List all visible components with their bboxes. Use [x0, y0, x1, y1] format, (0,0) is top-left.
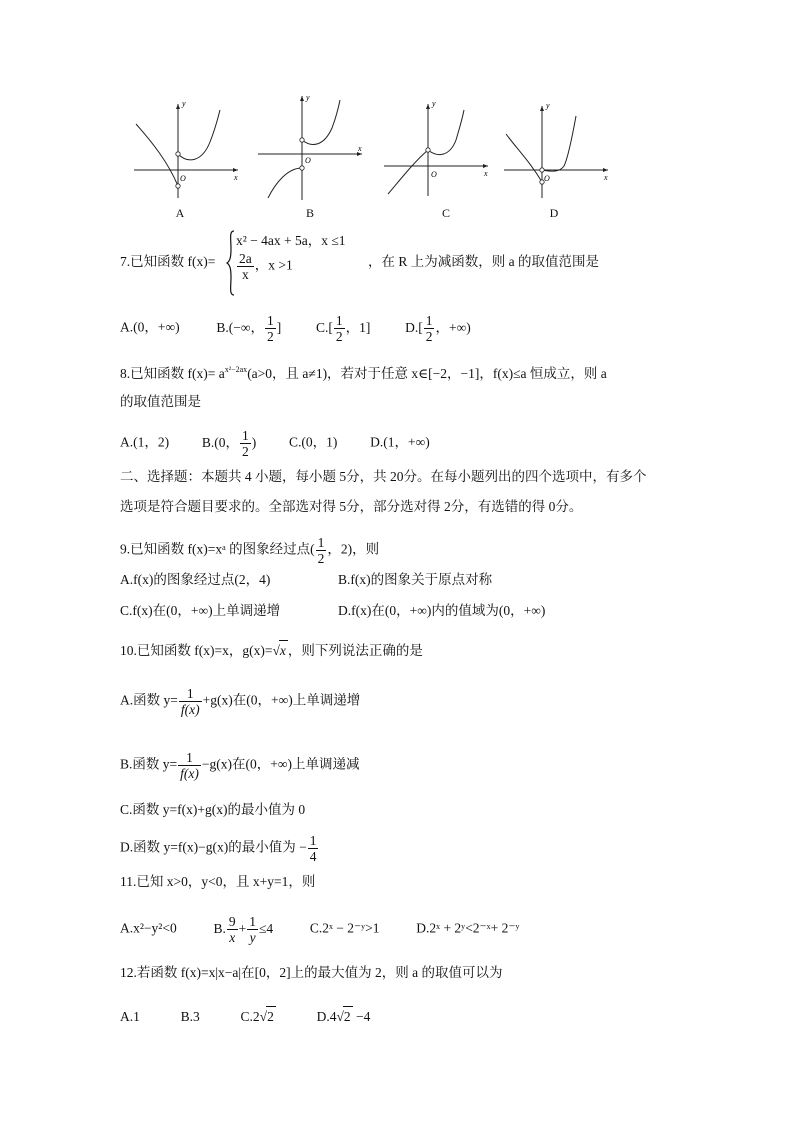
q8-line-2: 的取值范围是 — [120, 394, 201, 409]
q8-option-d: D.(1，+∞) — [370, 434, 430, 450]
q9-frac: $\frac{1}{2}$ — [317, 535, 325, 566]
q8-line-1: 8.已知函数 $f(x)= a^{x^2-2ax}(a>0$，且 a≠1)，若对于任意 x∈[−2，−1]，f(x)≤a 恒成立，则 a — [120, 365, 607, 381]
q10-option-d: D.函数 y=f(x)−g(x)的最小值为 − $\frac{1}{4}$ — [120, 833, 317, 864]
q11-stem: 11.已知 x>0，y<0，且 x+y=1，则 — [120, 874, 316, 889]
y-axis-label: y — [182, 99, 186, 108]
x-axis-label: x — [358, 144, 362, 153]
q12-option-c: C.2√2 — [241, 1009, 276, 1024]
q7-piece-2: $\frac{2a}{x}$ ，x >1 — [239, 251, 293, 282]
q12-option-d: D.4√2 −4 — [317, 1009, 371, 1024]
graph-c-plot — [380, 92, 492, 202]
q9-option-d: D.f(x)在(0，+∞)内的值域为(0，+∞) — [338, 603, 546, 618]
graph-b — [254, 92, 366, 202]
graph-label-b: B — [305, 206, 314, 220]
q7-tail: ，在 R 上为减函数，则 a 的取值范围是 — [368, 254, 599, 269]
q12-option-b: B.3 — [180, 1009, 200, 1024]
graph-a — [130, 92, 242, 202]
graph-label-d: D — [549, 206, 559, 220]
graph-c — [380, 92, 492, 202]
q7-piecewise — [226, 229, 376, 297]
graph-d — [500, 92, 612, 202]
origin-label: O — [180, 174, 186, 183]
section-2-line-2: 选项是符合题目要求的。全部选对得 5分，部分选对得 2分，有选错的得 0分。 — [120, 499, 583, 514]
q7-piece-1: x² − 4ax + 5a，x ≤1 — [236, 233, 346, 248]
y-axis-label: y — [546, 101, 550, 110]
q9-option-b: B.f(x)的图象关于原点对称 — [338, 572, 493, 587]
graph-b-plot — [254, 92, 366, 202]
graph-d-plot — [500, 92, 612, 202]
q10-option-c: C.函数 y=f(x)+g(x)的最小值为 0 — [120, 802, 306, 817]
answer-graphs — [120, 92, 610, 224]
q8-option-b: B.(0， $\frac{1}{2}$ ) — [201, 428, 257, 459]
q8-options — [120, 428, 430, 459]
q11-option-a: A.x²−y²<0 — [120, 920, 177, 936]
q7-piece-2-frac: $\frac{2a}{x}$ — [239, 251, 252, 282]
y-axis-label: y — [306, 93, 310, 102]
brace-icon — [226, 229, 236, 297]
q11-option-d: D.2ˣ + 2ʸ<2⁻ˣ+ 2⁻ʸ — [416, 920, 520, 936]
sqrt-icon: √ — [272, 643, 280, 658]
x-axis-label: x — [234, 173, 238, 182]
graph-a-plot — [130, 92, 242, 202]
sqrt-icon: √ — [259, 1009, 268, 1024]
q7-option-a: A.(0，+∞) — [120, 319, 180, 335]
sqrt-icon: √ — [336, 1009, 344, 1024]
q7-option-d: D.[ $\frac{1}{2}$ ，+∞) — [405, 313, 471, 344]
q9-option-c: C.f(x)在(0，+∞)上单调递增 — [120, 603, 281, 618]
q12-option-a: A.1 — [120, 1009, 140, 1024]
q8-option-c: C.(0，1) — [289, 434, 338, 450]
origin-label: O — [431, 170, 437, 179]
q7-option-b: B.(−∞， $\frac{1}{2}$ ] — [216, 313, 282, 344]
q12-options — [120, 1006, 370, 1027]
q9-option-a: A.f(x)的图象经过点(2，4) — [120, 572, 271, 587]
q7-option-c: C.[ $\frac{1}{2}$ ，1] — [315, 313, 371, 344]
origin-label: O — [305, 156, 311, 165]
graph-label-c: C — [441, 206, 450, 220]
q9-stem: 9.已知函数 f(x)=xᵃ 的图象经过点( $\frac{1}{2}$ ，2)，则 — [120, 535, 380, 566]
q10-option-b: B.函数 y= $\frac{1}{f(x)}$ −g(x)在(0，+∞)上单调递减 — [120, 750, 360, 781]
y-axis-label: y — [432, 99, 436, 108]
x-axis-label: x — [484, 169, 488, 178]
q10-option-a: A.函数 y= $\frac{1}{f(x)}$ +g(x)在(0，+∞)上单调递增 — [120, 686, 361, 717]
q8-exponent: x²−2ax — [224, 365, 248, 374]
q8-option-a: A.(1，2) — [120, 434, 170, 450]
q10-stem: 10.已知函数 f(x)=x，g(x)=√x ，则下列说法正确的是 — [120, 640, 423, 661]
section-2-line-1: 二、选择题：本题共 4 小题，每小题 5分，共 20分。在每小题列出的四个选项中，有多个 — [120, 469, 647, 484]
q7-lead: 7.已知函数 f(x)= — [120, 254, 216, 269]
x-axis-label: x — [604, 173, 608, 182]
q11-option-c: C.2ˣ − 2⁻ʸ>1 — [309, 920, 380, 936]
q7-options — [120, 313, 471, 344]
q11-options — [120, 914, 519, 945]
graph-label-a: A — [175, 206, 185, 220]
q12-stem: 12.若函数 f(x)=x|x−a|在[0，2]上的最大值为 2，则 a 的取值可以为 — [120, 965, 503, 980]
origin-label: O — [544, 174, 550, 183]
q11-option-b: B. $\frac{9}{x}$ + $\frac{1}{y}$ ≤4 — [213, 914, 274, 945]
